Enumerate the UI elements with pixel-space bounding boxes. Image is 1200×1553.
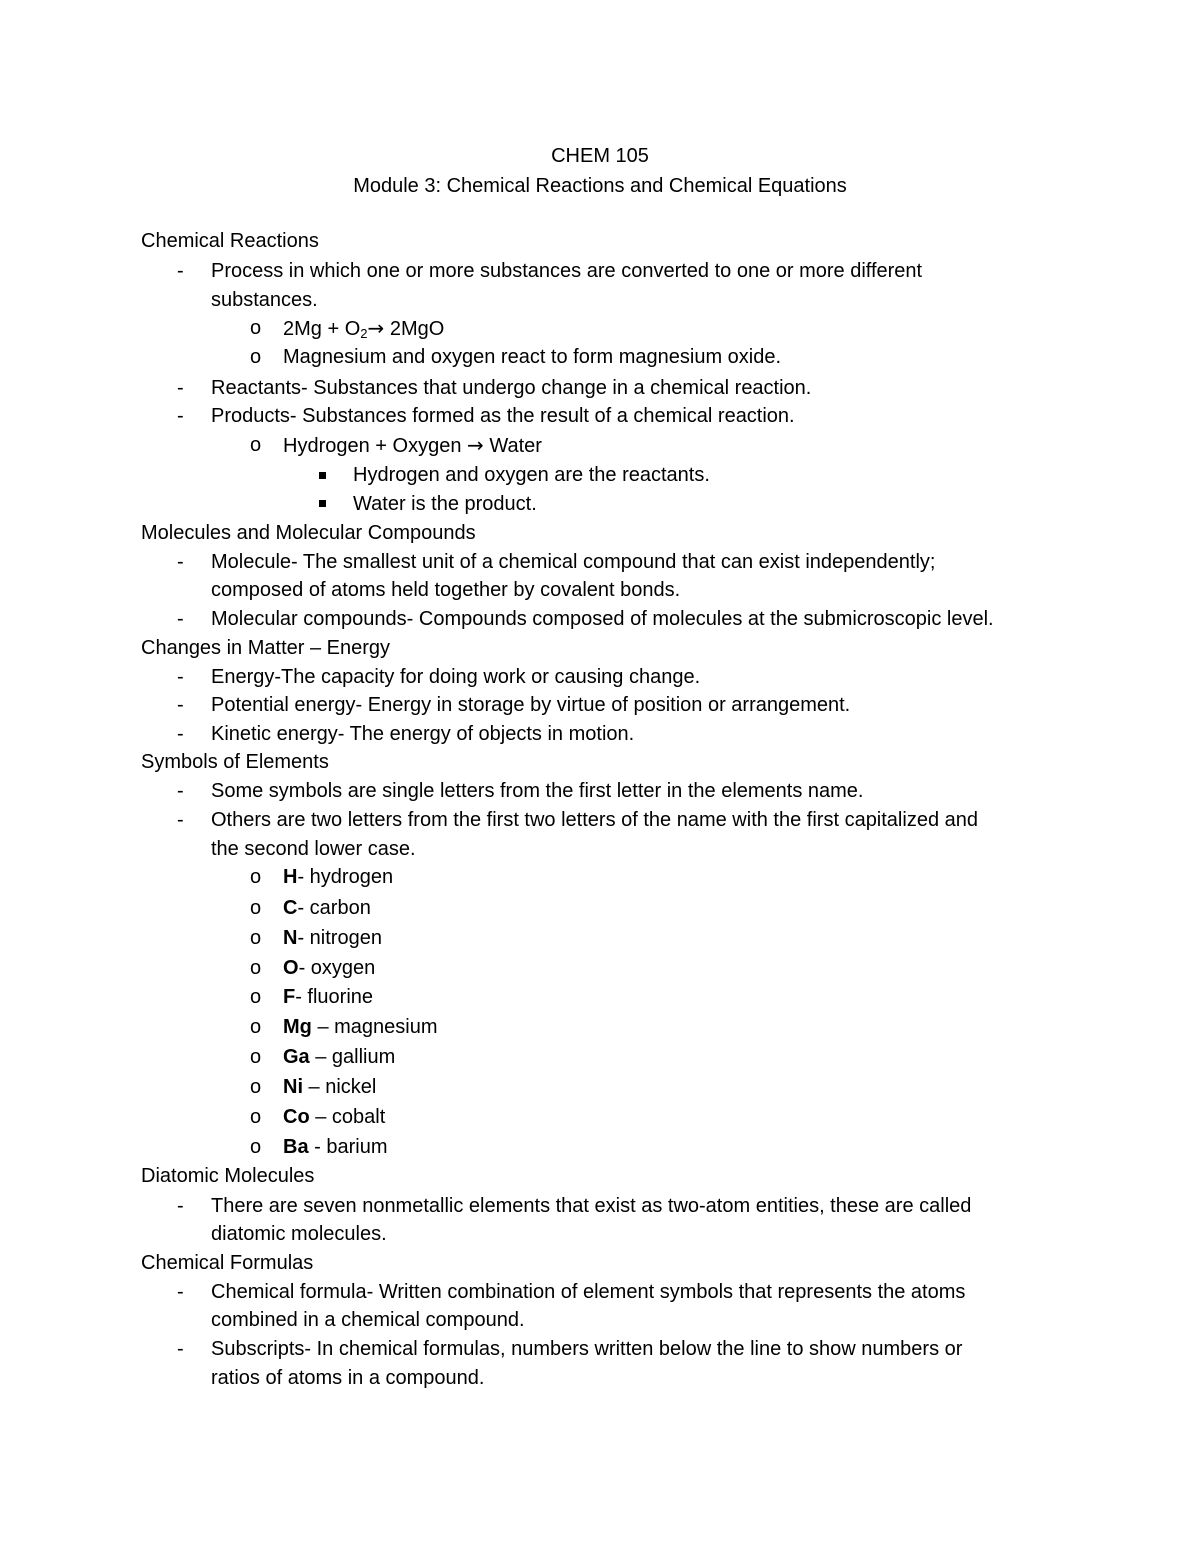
element-name: - fluorine — [295, 986, 374, 1008]
element-name: - nitrogen — [297, 927, 382, 949]
element-symbol: Ga — [283, 1046, 310, 1068]
element-item-c — [283, 894, 371, 923]
list-item: Others are two letters from the first two letters of the name with the first capitalized and — [211, 809, 978, 831]
list-item: Some symbols are single letters from the first letter in the elements name. — [211, 780, 864, 802]
dash-bullet: - — [177, 809, 184, 831]
element-name: – cobalt — [309, 1106, 386, 1128]
equation-left: 2Mg + O — [283, 318, 361, 340]
word-equation-right: Water — [483, 435, 542, 457]
section-heading-formulas: Chemical Formulas — [141, 1252, 314, 1274]
circle-bullet: o — [250, 1046, 262, 1068]
dash-bullet: - — [177, 377, 184, 399]
sub-sub-list-item: Hydrogen and oxygen are the reactants. — [353, 464, 710, 486]
element-name: - oxygen — [298, 957, 376, 979]
list-item-continuation: combined in a chemical compound. — [211, 1309, 525, 1331]
dash-bullet: - — [177, 723, 184, 745]
element-item-ga — [283, 1043, 395, 1072]
circle-bullet: o — [250, 897, 262, 919]
section-heading-molecules: Molecules and Molecular Compounds — [141, 522, 476, 544]
element-symbol: O — [283, 957, 299, 979]
element-symbol: C — [283, 897, 298, 919]
dash-bullet: - — [177, 694, 184, 716]
sub-list-item: Magnesium and oxygen react to form magnesium oxide. — [283, 346, 782, 368]
element-symbol: N — [283, 927, 298, 949]
circle-bullet: o — [250, 434, 262, 456]
list-item-continuation: ratios of atoms in a compound. — [211, 1367, 485, 1389]
element-name: – nickel — [303, 1076, 377, 1098]
element-item-o — [283, 954, 375, 983]
dash-bullet: - — [177, 260, 184, 282]
list-item-continuation: composed of atoms held together by covalent bonds. — [211, 579, 681, 601]
course-title: CHEM 105 — [551, 145, 649, 167]
element-item-h — [283, 863, 393, 892]
section-heading-energy: Changes in Matter – Energy — [141, 637, 391, 659]
list-item: Molecule- The smallest unit of a chemical compound that can exist independently; — [211, 551, 936, 573]
circle-bullet: o — [250, 927, 262, 949]
element-symbol: F — [283, 986, 296, 1008]
section-heading-symbols: Symbols of Elements — [141, 751, 329, 773]
element-item-ba — [283, 1133, 387, 1162]
module-title: Module 3: Chemical Reactions and Chemical Equations — [353, 175, 847, 197]
equation-right: 2MgO — [384, 318, 445, 340]
right-arrow-icon: → — [467, 433, 484, 457]
element-name: - barium — [308, 1136, 388, 1158]
section-heading-diatomic: Diatomic Molecules — [141, 1165, 315, 1187]
list-item: Products- Substances formed as the result of a chemical reaction. — [211, 405, 795, 427]
list-item-continuation: substances. — [211, 289, 318, 311]
list-item: Potential energy- Energy in storage by virtue of position or arrangement. — [211, 694, 851, 716]
equation-mg-o2 — [283, 314, 444, 345]
list-item: Energy-The capacity for doing work or causing change. — [211, 666, 701, 688]
circle-bullet: o — [250, 346, 262, 368]
element-item-mg — [283, 1013, 438, 1042]
circle-bullet: o — [250, 1076, 262, 1098]
element-item-f — [283, 983, 373, 1012]
word-equation-left: Hydrogen + Oxygen — [283, 435, 467, 457]
right-arrow-icon: → — [367, 316, 385, 340]
list-item: Subscripts- In chemical formulas, numbers written below the line to show numbers or — [211, 1338, 963, 1360]
circle-bullet: o — [250, 866, 262, 888]
circle-bullet: o — [250, 1136, 262, 1158]
circle-bullet: o — [250, 1016, 262, 1038]
element-name: - hydrogen — [297, 866, 394, 888]
dash-bullet: - — [177, 608, 184, 630]
element-name: – gallium — [309, 1046, 396, 1068]
dash-bullet: - — [177, 1338, 184, 1360]
list-item: Molecular compounds- Compounds composed of molecules at the submicroscopic level. — [211, 608, 994, 630]
dash-bullet: - — [177, 551, 184, 573]
list-item-continuation: diatomic molecules. — [211, 1223, 387, 1245]
list-item: Kinetic energy- The energy of objects in motion. — [211, 723, 635, 745]
dash-bullet: - — [177, 666, 184, 688]
section-heading-chemical-reactions: Chemical Reactions — [141, 230, 319, 252]
list-item-continuation: the second lower case. — [211, 838, 416, 860]
list-item: There are seven nonmetallic elements that exist as two-atom entities, these are called — [211, 1195, 972, 1217]
element-item-co — [283, 1103, 385, 1132]
sub-sub-list-item: Water is the product. — [353, 493, 537, 515]
element-symbol: Co — [283, 1106, 310, 1128]
dash-bullet: - — [177, 1195, 184, 1217]
circle-bullet: o — [250, 957, 262, 979]
circle-bullet: o — [250, 986, 262, 1008]
element-item-n — [283, 924, 382, 953]
list-item: Reactants- Substances that undergo change in a chemical reaction. — [211, 377, 812, 399]
word-equation — [283, 431, 542, 461]
circle-bullet: o — [250, 1106, 262, 1128]
element-item-ni — [283, 1073, 376, 1102]
square-bullet-icon — [319, 500, 326, 507]
list-item: Chemical formula- Written combination of element symbols that represents the atoms — [211, 1281, 966, 1303]
list-item: Process in which one or more substances are converted to one or more different — [211, 260, 923, 282]
circle-bullet: o — [250, 317, 262, 339]
element-symbol: H — [283, 866, 298, 888]
element-symbol: Ba — [283, 1136, 309, 1158]
element-name: - carbon — [297, 897, 371, 919]
equation-subscript: 2 — [360, 326, 368, 341]
square-bullet-icon — [319, 472, 326, 479]
dash-bullet: - — [177, 780, 184, 802]
element-name: – magnesium — [311, 1016, 438, 1038]
element-symbol: Mg — [283, 1016, 312, 1038]
dash-bullet: - — [177, 405, 184, 427]
dash-bullet: - — [177, 1281, 184, 1303]
element-symbol: Ni — [283, 1076, 303, 1098]
